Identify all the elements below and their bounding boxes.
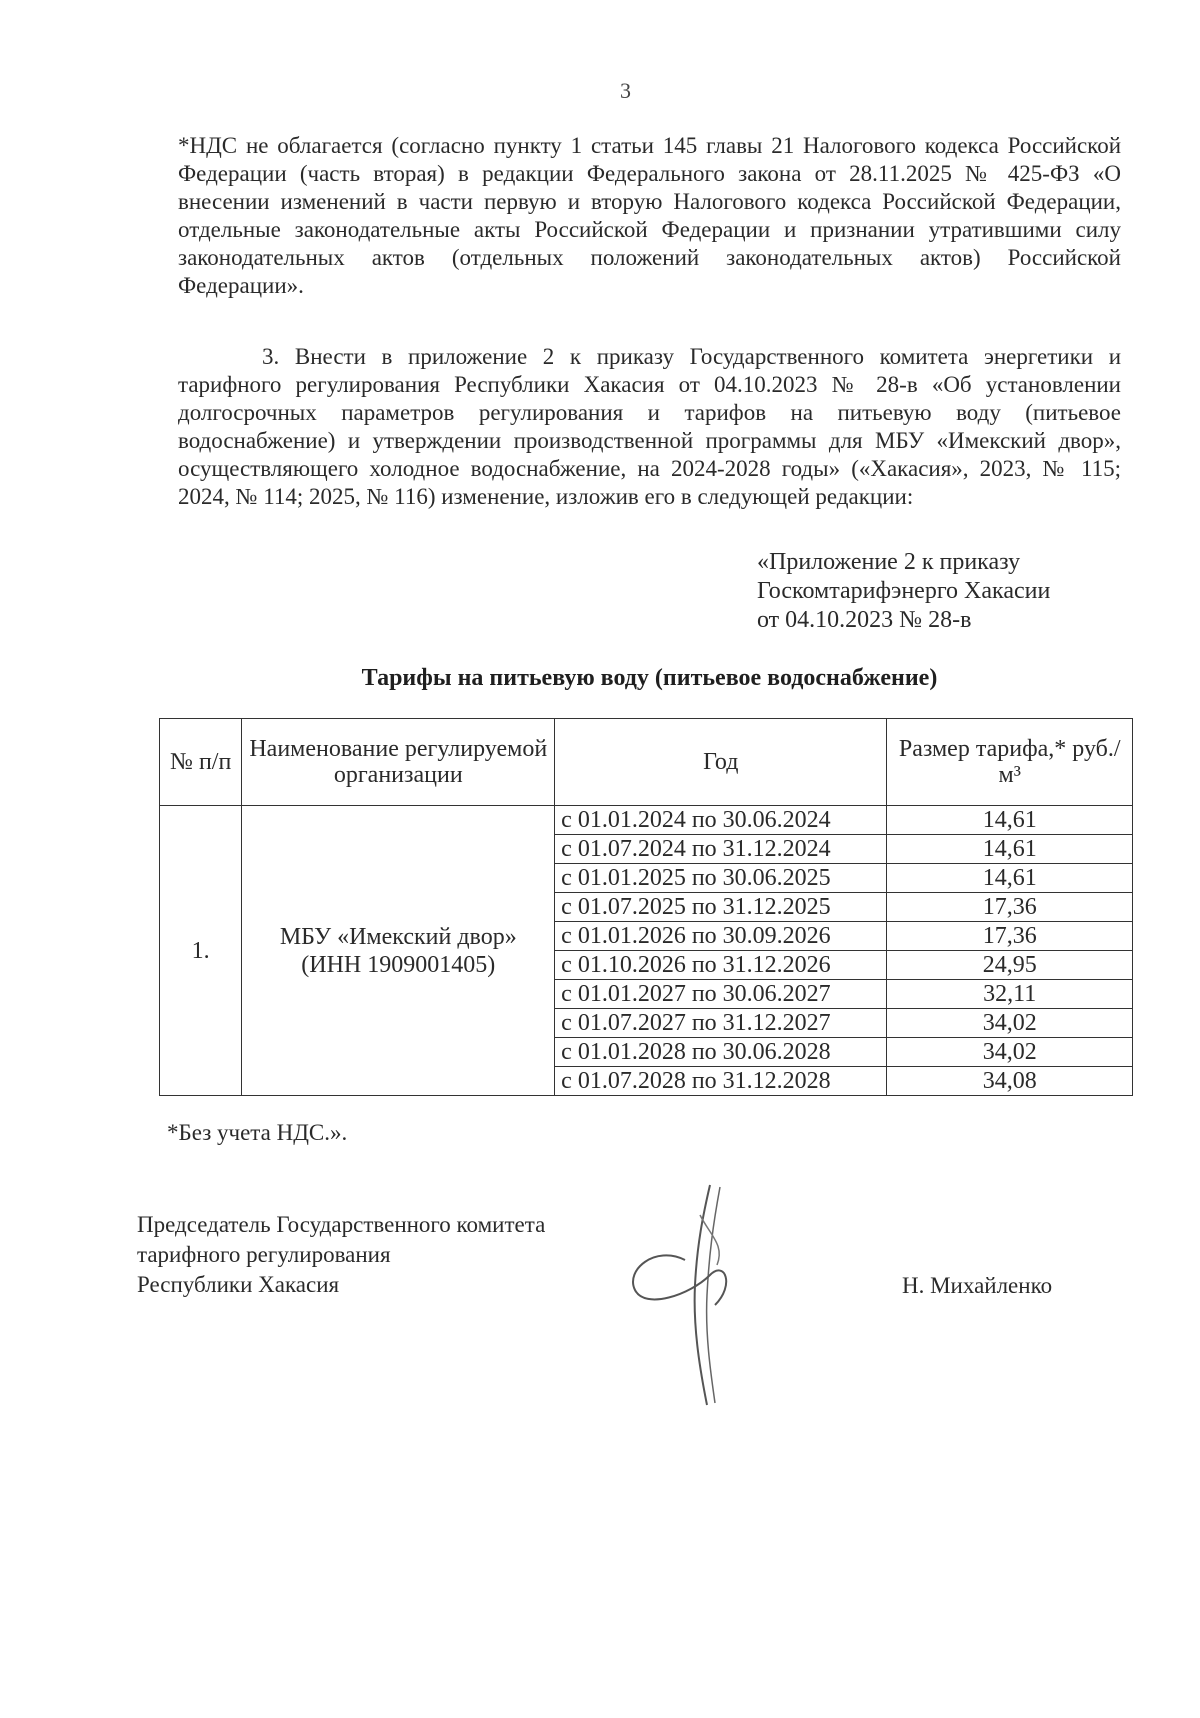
appendix-note xyxy=(757,548,1097,635)
tariff-value-cell: 34,08 xyxy=(887,1067,1133,1096)
tariff-value-cell: 14,61 xyxy=(887,835,1133,864)
tariff-value-cell: 34,02 xyxy=(887,1009,1133,1038)
header-rate: Размер тарифа,* руб./ м³ xyxy=(887,719,1133,806)
position-line: Председатель Государственного комитета xyxy=(137,1212,546,1237)
period-cell: с 01.01.2024 по 30.06.2024 xyxy=(555,806,887,835)
handwritten-signature xyxy=(615,1175,775,1415)
tariff-value-cell: 17,36 xyxy=(887,893,1133,922)
appendix-note-line: «Приложение 2 к приказу xyxy=(757,549,1021,575)
tariff-value-cell: 24,95 xyxy=(887,951,1133,980)
page-number: 3 xyxy=(620,78,631,103)
item-3-number: 3. xyxy=(262,344,280,369)
tariff-value-cell: 34,02 xyxy=(887,1038,1133,1067)
period-cell: с 01.01.2025 по 30.06.2025 xyxy=(555,864,887,893)
position-line: тарифного регулирования xyxy=(137,1242,391,1267)
item-3-paragraph xyxy=(178,343,1121,511)
period-cell: с 01.01.2026 по 30.09.2026 xyxy=(555,922,887,951)
header-org: Наименование регулируемой организации xyxy=(242,719,555,806)
table-title: Тарифы на питьевую воду (питьевое водоснабжение) xyxy=(361,665,938,691)
appendix-note-line: от 04.10.2023 № 28-в xyxy=(757,607,972,633)
signer-name: Н. Михайленко xyxy=(902,1273,1053,1298)
tariff-value-cell: 14,61 xyxy=(887,806,1133,835)
item-3-text: Внести в приложение 2 к приказу Государственного комитета энергетики и тарифного регулирования Республики Хакасия от 04.10.2023 № 28-в «Об установлении долгосрочных параметров регулирования и тарифов на питьевую воду (питьевое водоснабжение) и утверждении производственной программы для МБУ «Имекский двор», осуществляющего холодное водоснабжение, на 2024-2028 годы» («Хакасия», 2023, № 115; 2024, № 114; 2025, № 116) изменение, изложив его в следующей редакции: xyxy=(178,344,1122,509)
organization-inn: (ИНН 1909001405) xyxy=(301,951,496,978)
period-cell: с 01.07.2027 по 31.12.2027 xyxy=(555,1009,887,1038)
row-number: 1. xyxy=(160,806,242,1096)
tariff-value-cell: 14,61 xyxy=(887,864,1133,893)
header-num: № п/п xyxy=(160,719,242,806)
period-cell: с 01.07.2024 по 31.12.2024 xyxy=(555,835,887,864)
table-header-row xyxy=(160,719,1133,806)
period-cell: с 01.01.2027 по 30.06.2027 xyxy=(555,980,887,1009)
tariff-value-cell: 32,11 xyxy=(887,980,1133,1009)
table-footnote: *Без учета НДС.». xyxy=(167,1120,348,1145)
appendix-note-line: Госкомтарифэнерго Хакасии xyxy=(757,578,1051,604)
tariff-table xyxy=(159,718,1133,1096)
period-cell: с 01.07.2025 по 31.12.2025 xyxy=(555,893,887,922)
period-cell: с 01.10.2026 по 31.12.2026 xyxy=(555,951,887,980)
header-year: Год xyxy=(555,719,887,806)
tariff-value-cell: 17,36 xyxy=(887,922,1133,951)
period-cell: с 01.01.2028 по 30.06.2028 xyxy=(555,1038,887,1067)
position-line: Республики Хакасия xyxy=(137,1272,340,1297)
period-cell: с 01.07.2028 по 31.12.2028 xyxy=(555,1067,887,1096)
vat-footnote-paragraph: *НДС не облагается (согласно пункту 1 статьи 145 главы 21 Налогового кодекса Российской Федерации (часть вторая) в редакции Федерального закона от 28.11.2025 № 425-ФЗ «О внесении изменений в части первую и вторую Налогового кодекса Российской Федерации, отдельные законодательные акты Российской Федерации и признании утратившими силу законодательных актов (отдельных положений законодательных актов) Российской Федерации». xyxy=(178,133,1121,298)
organization-name: МБУ «Имекский двор» xyxy=(279,923,517,950)
table-row xyxy=(160,806,1133,835)
organization-cell xyxy=(242,806,555,1096)
